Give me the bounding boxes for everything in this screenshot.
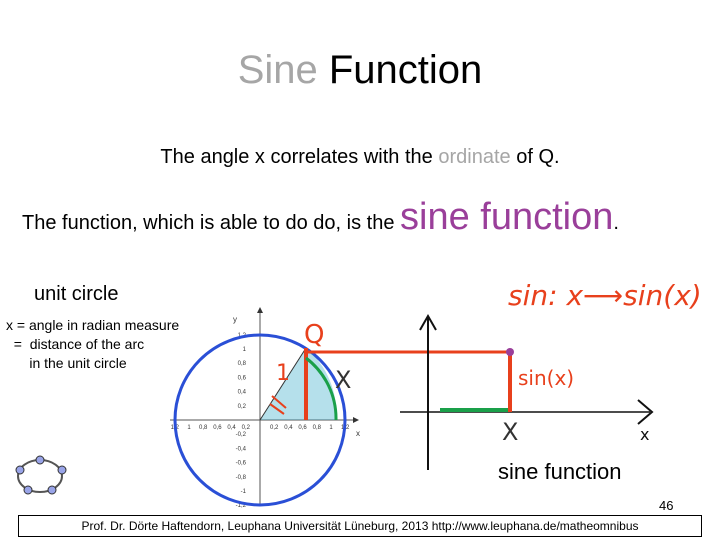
x-tick-label: 1,2 [341, 425, 350, 431]
x-tick-label: 1 [187, 425, 191, 431]
sine-function-label: sine function [498, 459, 622, 484]
title-function: Function [328, 48, 483, 92]
x-tick-label: 0,8 [199, 425, 208, 431]
y-tick-label: -0,2 [235, 432, 246, 439]
x-tick-label: 0,4 [284, 425, 293, 431]
unit-circle-label: unit circle [34, 283, 119, 305]
x-right-label: X [502, 418, 519, 446]
x-tick-label: 0,2 [241, 425, 250, 431]
statement-sine-function: sine function [400, 196, 614, 238]
x-left-label: X [335, 366, 352, 394]
y-tick-label: -1,2 [235, 503, 246, 510]
x-tick-label: 1,2 [170, 425, 179, 431]
y-tick-label: 0,8 [237, 361, 246, 368]
angle-definition: x = angle in radian measure = distance of the arc in the unit circle [6, 317, 180, 371]
statement-function-dot: . [613, 212, 619, 234]
statement-angle-part1: The angle x correlates with the [160, 146, 433, 168]
y-tick-label: 0,4 [237, 389, 246, 396]
page-number: 46 [659, 498, 674, 513]
circle-y-axis-label: y [233, 315, 237, 324]
x-tick-label: 0,4 [227, 425, 236, 431]
footer-credit: Prof. Dr. Dörte Haftendorn, Leuphana Universität Lüneburg, 2013 http://www.leuphana.de/matheomnibus [18, 515, 702, 537]
statement-angle-part2: of Q. [516, 146, 560, 168]
sine-formula: sin: x⟶sin(x) [508, 279, 702, 312]
y-tick-label: -0,4 [235, 446, 246, 453]
statement-function-part1: The function, which is able to do do, is the [22, 212, 395, 234]
y-tick-label: -0,8 [235, 474, 246, 481]
y-tick-label: -0,6 [235, 460, 246, 467]
x-tick-label: 0,8 [312, 425, 321, 431]
y-tick-label: 1,2 [237, 332, 246, 339]
geogebra-icon [16, 456, 66, 494]
statement-ordinate: ordinate [438, 146, 511, 168]
sin-x-label: sin(x) [518, 366, 575, 390]
y-tick-label: -1 [240, 489, 246, 495]
sine-point [506, 348, 514, 356]
y-tick-label: 0,2 [237, 403, 246, 410]
x-tick-label: 1 [329, 425, 333, 431]
x-tick-label: 0,6 [298, 425, 307, 431]
q-label: Q [304, 320, 325, 350]
sine-x-axis-label: x [640, 425, 650, 444]
radius-one-label: 1 [276, 361, 290, 386]
x-tick-label: 0,6 [213, 425, 222, 431]
circle-x-axis-label: x [356, 429, 360, 438]
title-sine: Sine [237, 48, 318, 92]
y-tick-label: 0,6 [237, 375, 246, 382]
x-tick-label: 0,2 [270, 425, 279, 431]
y-tick-label: 1 [242, 347, 246, 353]
